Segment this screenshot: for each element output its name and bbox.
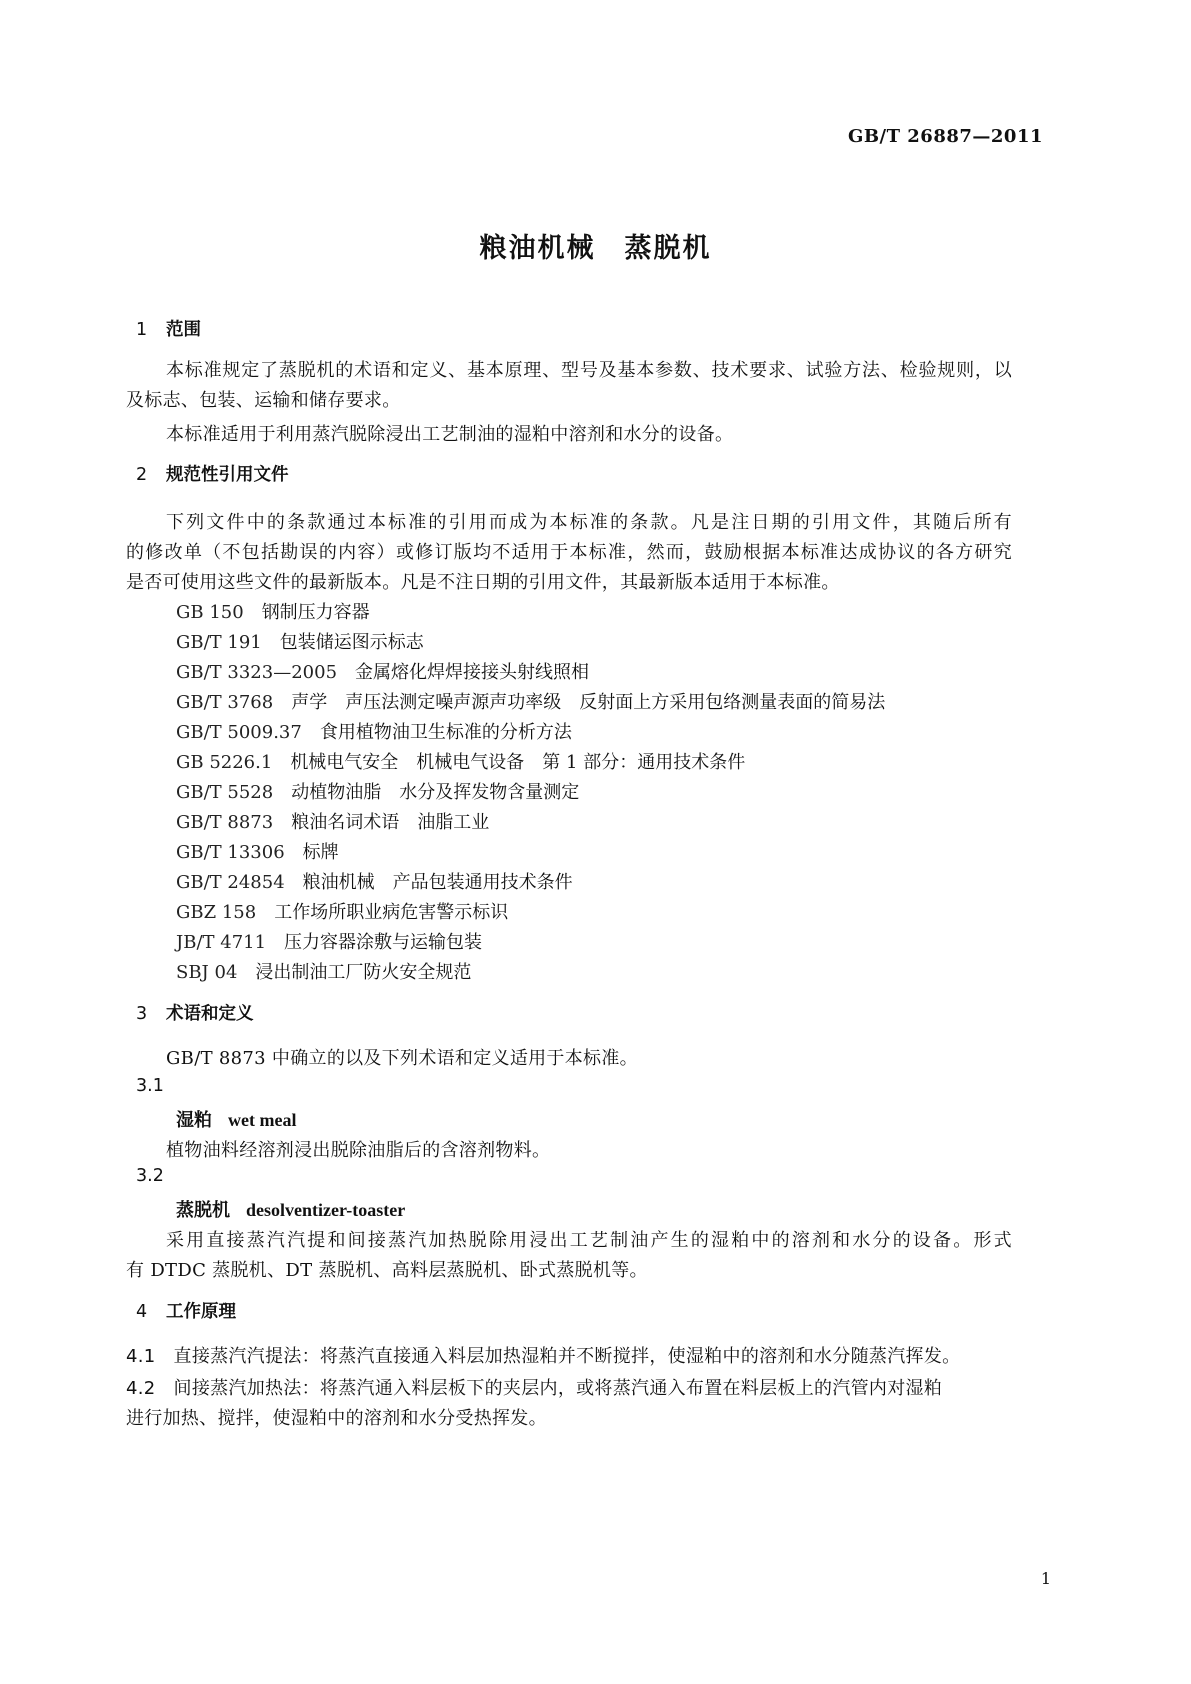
reference-title: 包装储运图示标志 — [279, 632, 424, 653]
reference-title: 粮油名词术语 油脂工业 — [291, 812, 490, 833]
term-en: desolventizer-toaster — [246, 1200, 406, 1220]
reference-code: GB/T 3323—2005 — [176, 662, 338, 683]
paragraph: 下列文件中的条款通过本标准的引用而成为本标准的条款。凡是注日期的引用文件，其随后所有 — [166, 512, 1012, 533]
section-number: 3 — [136, 1004, 148, 1024]
reference-title: 浸出制油工厂防火安全规范 — [255, 962, 472, 983]
reference-code: JB/T 4711 — [176, 932, 267, 953]
term-definition: 植物油料经溶剂浸出脱除油脂后的含溶剂物料。 — [166, 1140, 551, 1161]
paragraph: 本标准规定了蒸脱机的术语和定义、基本原理、型号及基本参数、技术要求、试验方法、检验规则，以 — [166, 360, 1012, 381]
reference-item — [176, 928, 482, 954]
reference-code: GBZ 158 — [176, 902, 257, 923]
reference-title: 动植物油脂 水分及挥发物含量测定 — [291, 782, 580, 803]
term-zh: 蒸脱机 — [176, 1200, 230, 1221]
standard-code: GB/T 26887—2011 — [847, 126, 1043, 147]
clause-number: 4.2 — [126, 1378, 156, 1399]
reference-title: 压力容器涂敷与运输包装 — [284, 932, 483, 953]
reference-item — [176, 898, 508, 924]
section-number: 2 — [136, 465, 148, 485]
reference-item — [176, 748, 745, 774]
reference-code: GB/T 5009.37 — [176, 722, 302, 743]
paragraph: 本标准适用于利用蒸汽脱除浸出工艺制油的湿粕中溶剂和水分的设备。 — [166, 424, 734, 445]
clause-text: 间接蒸汽加热法：将蒸汽通入料层板下的夹层内，或将蒸汽通入布置在料层板上的汽管内对湿粕 — [173, 1378, 943, 1399]
clause-4-2 — [126, 1374, 942, 1400]
section-title: 范围 — [166, 320, 201, 340]
clause-text: 直接蒸汽汽提法：将蒸汽直接通入料层加热湿粕并不断搅拌，使湿粕中的溶剂和水分随蒸汽挥发。 — [173, 1346, 961, 1367]
reference-title: 机械电气安全 机械电气设备 第 1 部分：通用技术条件 — [290, 752, 746, 773]
clause-number: 4.1 — [126, 1346, 156, 1367]
section-3-heading — [136, 1000, 254, 1025]
reference-item — [176, 688, 885, 714]
reference-code: SBJ 04 — [176, 962, 238, 983]
reference-code: GB/T 24854 — [176, 872, 285, 893]
term-definition: 采用直接蒸汽汽提和间接蒸汽加热脱除用浸出工艺制油产生的湿粕中的溶剂和水分的设备。形式 — [166, 1230, 1012, 1251]
reference-code: GB 5226.1 — [176, 752, 273, 773]
reference-title: 标牌 — [302, 842, 339, 863]
section-title: 术语和定义 — [166, 1004, 254, 1024]
paragraph: 及标志、包装、运输和储存要求。 — [126, 390, 401, 411]
reference-code: GB/T 5528 — [176, 782, 274, 803]
term-definition: 有 DTDC 蒸脱机、DT 蒸脱机、高料层蒸脱机、卧式蒸脱机等。 — [126, 1260, 648, 1281]
reference-title: 钢制压力容器 — [261, 602, 370, 623]
paragraph: GB/T 8873 中确立的以及下列术语和定义适用于本标准。 — [166, 1048, 638, 1069]
reference-title: 粮油机械 产品包装通用技术条件 — [302, 872, 573, 893]
reference-item — [176, 778, 579, 804]
reference-code: GB 150 — [176, 602, 244, 623]
reference-item — [176, 838, 339, 864]
reference-code: GB/T 8873 — [176, 812, 274, 833]
term-zh: 湿粕 — [176, 1110, 212, 1131]
document-title: 粮油机械 蒸脱机 — [479, 233, 712, 264]
section-2-heading — [136, 461, 289, 486]
term-heading — [176, 1106, 296, 1132]
paragraph: 的修改单（不包括勘误的内容）或修订版均不适用于本标准，然而，鼓励根据本标准达成协议的各方研究 — [126, 542, 1012, 563]
reference-code: GB/T 3768 — [176, 692, 274, 713]
reference-item — [176, 958, 471, 984]
reference-item — [176, 868, 573, 894]
reference-code: GB/T 191 — [176, 632, 262, 653]
section-title: 工作原理 — [166, 1302, 236, 1322]
reference-title: 金属熔化焊焊接接头射线照相 — [355, 662, 590, 683]
page-number: 1 — [1040, 1569, 1051, 1588]
term-en: wet meal — [228, 1110, 297, 1130]
reference-item — [176, 808, 489, 834]
section-number: 4 — [136, 1302, 148, 1322]
section-title: 规范性引用文件 — [166, 465, 289, 485]
section-number: 1 — [136, 320, 148, 340]
reference-item — [176, 658, 589, 684]
clause-4-1 — [126, 1342, 960, 1368]
reference-title: 食用植物油卫生标准的分析方法 — [319, 722, 572, 743]
section-1-heading — [136, 316, 201, 341]
section-4-heading — [136, 1298, 236, 1323]
reference-item — [176, 598, 370, 624]
term-number: 3.2 — [136, 1166, 164, 1186]
reference-code: GB/T 13306 — [176, 842, 285, 863]
clause-text-continued: 进行加热、搅拌，使湿粕中的溶剂和水分受热挥发。 — [126, 1408, 547, 1429]
paragraph: 是否可使用这些文件的最新版本。凡是不注日期的引用文件，其最新版本适用于本标准。 — [126, 572, 840, 593]
term-number: 3.1 — [136, 1076, 164, 1096]
reference-item — [176, 628, 424, 654]
term-heading — [176, 1196, 405, 1222]
reference-item — [176, 718, 572, 744]
reference-title: 声学 声压法测定噪声源声功率级 反射面上方采用包络测量表面的简易法 — [291, 692, 886, 713]
reference-title: 工作场所职业病危害警示标识 — [274, 902, 509, 923]
